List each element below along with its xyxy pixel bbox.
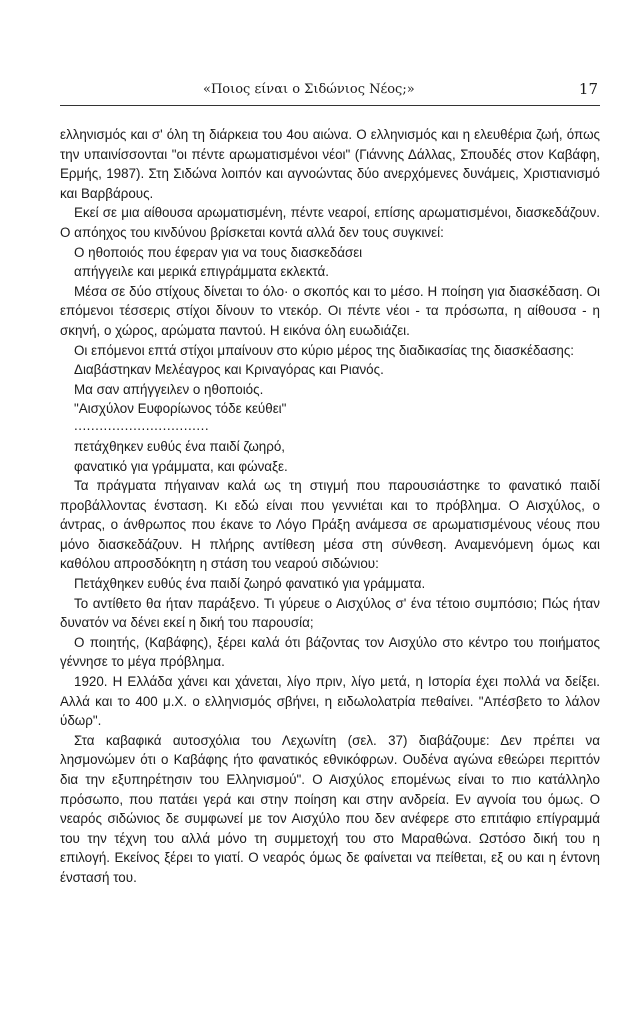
- page-number: 17: [578, 80, 598, 98]
- paragraph-3: Μέσα σε δύο στίχους δίνεται το όλο· ο σκοπός και το μέσο. Η ποίηση για διασκέδαση. Οι επόμενοι τέσσερις στίχοι δίνουν το ντεκόρ. Οι πέντε νέοι - τα πρόσωπα, η αίθουσα - η σκηνή, ο χώρος, αρώματα παντού. Η εικόνα όλη ευωδιάζει.: [60, 283, 600, 338]
- running-title: «Ποιος είναι ο Σιδώνιος Νέος;»: [203, 82, 415, 97]
- paragraph-1: ελληνισμός και σ' όλη τη διάρκεια του 4ου αιώνα. Ο ελληνισμός και η ελευθέρια ζωή, όπως την υπαινίσσονται "οι πέντε αρωματισμένοι νέοι" (Γιάννης Δάλλας, Σπουδές στον Καβάφη, Ερμής, 1987). Στη Σιδώνα λοιπόν και αγνοώντας δύο ανερχόμενες δυνάμεις, Χριστιανισμό και Βαρβάρους.: [60, 127, 600, 201]
- verse-line-4: Μα σαν απήγγειλεν ο ηθοποιός.: [74, 381, 264, 397]
- paragraph-8: 1920. Η Ελλάδα χάνει και χάνεται, λίγο πριν, λίγο μετά, η Ιστορία έχει πολλά να δείξει. Αλλά και το 400 μ.Χ. ο ελληνισμός σβήνει, η ειδωλολατρία πεθαίνει. "Απέσβετο το λάλον ύδωρ".: [60, 674, 600, 729]
- verse-line-1: Ο ηθοποιός που έφεραν για να τους διασκεδάσει: [74, 244, 363, 260]
- paragraph-5: Τα πράγματα πήγαιναν καλά ως τη στιγμή που παρουσιάστηκε το φανατικό παιδί προβάλλοντας ένσταση. Κι εδώ είναι που γεννιέται και το πρόβλημα. Ο Αισχύλος, ο άντρας, ο άνθρωπος που έκανε το Λόγο Πράξη ανάμεσα σε αρωματισμένους νέους που μόνο διασκεδάζουν. Η πλήρης αντίθεση μέσα στη σύνθεση. Αναμενόμενη όμως και καθόλου απροσδόκητη η στάση του νεαρού σιδώνιου:: [60, 478, 600, 572]
- verse-line-7: φανατικό για γράμματα, και φώναξε.: [74, 458, 288, 474]
- paragraph-7: Ο ποιητής, (Καβάφης), ξέρει καλά ότι βάζοντας τον Αισχύλο στο κέντρο του ποιήματος γέννησε το μέγα πρόβλημα.: [60, 634, 600, 670]
- paragraph-9: Στα καβαφικά αυτοσχόλια του Λεχωνίτη (σελ. 37) διαβάζουμε: Δεν πρέπει να λησμονώμεν ότι ο Καβάφης ήτο φανατικός εθνικόφρων. Ουδένα αγώνα εθεώρει περιττόν δια την εξυπηρέτησιν του Ελληνισμού". Ο Αισχύλος επομένως είναι το πιο κατάλληλο πρόσωπο, που πατάει γερά και στην ποίηση και στην ανδρεία. Εν αγνοία του όμως. Ο νεαρός σιδώνιος δε συμφωνεί με τον Αισχύλο που δεν ανέφερε στο επιτάφιο επίγραμμά του την τέχνη του αλλά μόνο τη συμμετοχή του στο Μαραθώνα. Ωστόσο δική του η επιλογή. Εκείνος ξέρει το γιατί. Ο νεαρός όμως δε φαίνεται να πείθεται, εξ ου και η έντονη ένστασή του.: [60, 732, 600, 885]
- page-body: [60, 125, 600, 888]
- paragraph-6: Το αντίθετο θα ήταν παράξενο. Τι γύρευε ο Αισχύλος σ' ένα τέτοιο συμπόσιο; Πώς ήταν δυνατόν να δένει εκεί η δική του παρουσία;: [60, 595, 600, 631]
- paragraph-4: Οι επόμενοι επτά στίχοι μπαίνουν στο κύριο μέρος της διαδικασίας της διασκέδασης:: [74, 342, 575, 358]
- verse-line-6: πετάχθηκεν ευθύς ένα παιδί ζωηρό,: [74, 438, 286, 454]
- verse-line-5: "Αισχύλον Ευφορίωνος τόδε κεύθει": [74, 401, 287, 417]
- ellipsis-dots: ................................: [74, 417, 210, 433]
- verse-line-3: Διαβάστηκαν Μελέαγρος και Κριναγόρας και Ριανός.: [74, 362, 384, 378]
- verse-line-2: απήγγειλε και μερικά επιγράμματα εκλεκτά.: [74, 264, 329, 280]
- verse-line-8: Πετάχθηκεν ευθύς ένα παιδί ζωηρό φανατικό για γράμματα.: [74, 576, 426, 592]
- paragraph-2: Εκεί σε μια αίθουσα αρωματισμένη, πέντε νεαροί, επίσης αρωματισμένοι, διασκεδάζουν. Ο απόηχος του κινδύνου βρίσκεται κοντά αλλά δεν τους συγκινεί:: [60, 205, 600, 240]
- running-header: [60, 81, 600, 106]
